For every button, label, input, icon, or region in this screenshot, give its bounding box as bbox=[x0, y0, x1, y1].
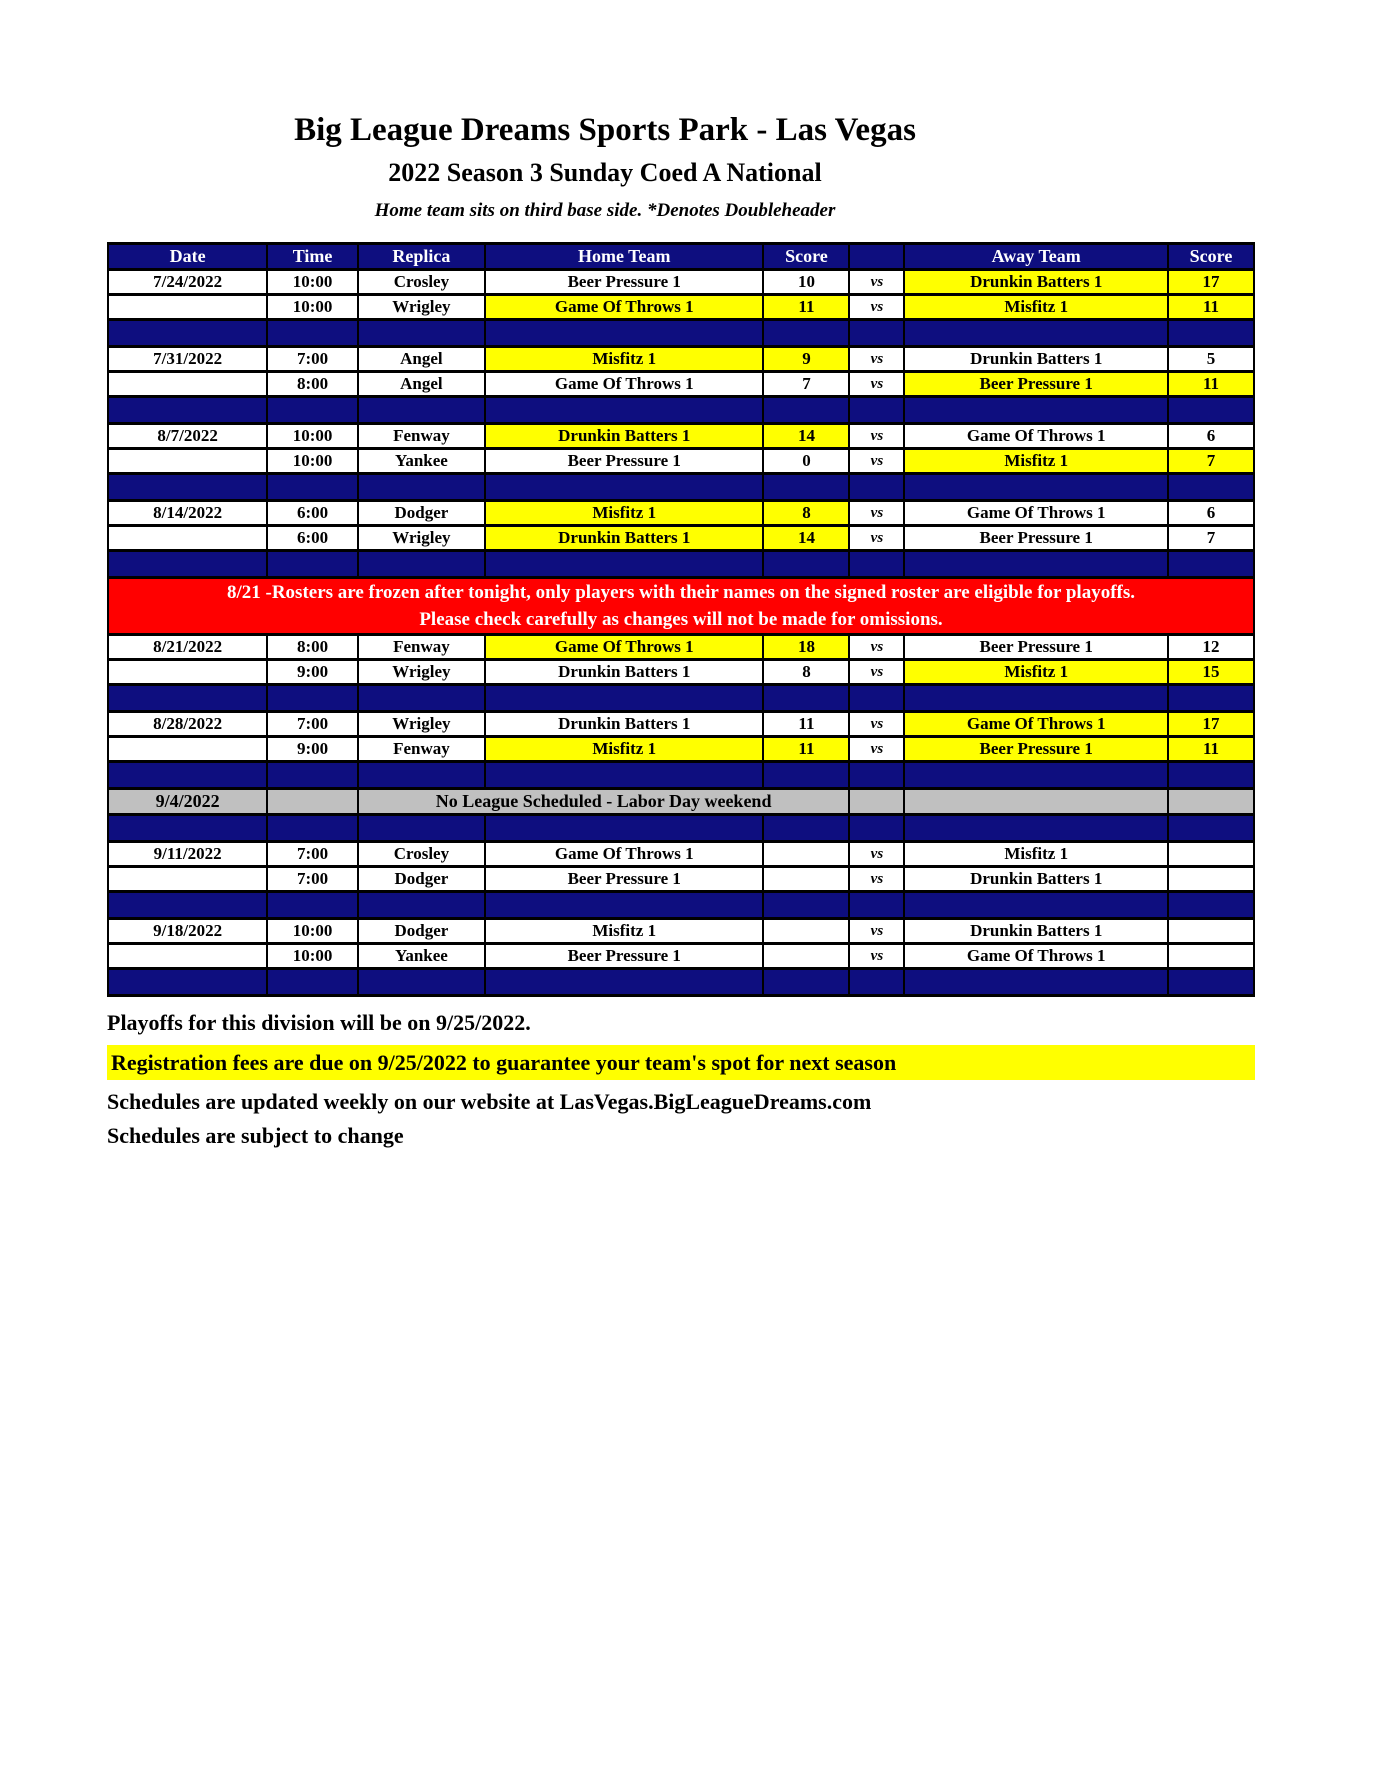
header-cell-time-1: Time bbox=[267, 244, 358, 270]
time-cell: 6:00 bbox=[267, 501, 358, 526]
time-cell: 10:00 bbox=[267, 449, 358, 474]
separator-cell bbox=[108, 320, 267, 347]
separator-cell bbox=[1168, 969, 1254, 996]
separator-row bbox=[108, 892, 1254, 919]
away-score-cell: 11 bbox=[1168, 737, 1254, 762]
game-row bbox=[108, 867, 1254, 892]
registration-note: Registration fees are due on 9/25/2022 to guarantee your team's spot for next season bbox=[107, 1045, 1255, 1081]
replica-cell: Crosley bbox=[358, 842, 485, 867]
replica-cell: Wrigley bbox=[358, 526, 485, 551]
game-row bbox=[108, 424, 1254, 449]
home-team-cell: Game Of Throws 1 bbox=[485, 372, 763, 397]
date-cell bbox=[108, 944, 267, 969]
separator-cell bbox=[763, 815, 849, 842]
separator-cell bbox=[1168, 551, 1254, 578]
date-cell: 7/24/2022 bbox=[108, 270, 267, 295]
game-row bbox=[108, 919, 1254, 944]
vs-label: vs bbox=[849, 424, 904, 449]
vs-label: vs bbox=[849, 347, 904, 372]
home-team-note: Home team sits on third base side. *Denotes Doubleheader bbox=[374, 199, 836, 221]
away-score-cell: 6 bbox=[1168, 501, 1254, 526]
separator-cell bbox=[358, 762, 485, 789]
separator-cell bbox=[904, 762, 1168, 789]
separator-cell bbox=[763, 685, 849, 712]
replica-cell: Fenway bbox=[358, 737, 485, 762]
home-score-cell: 8 bbox=[763, 501, 849, 526]
away-score-cell: 17 bbox=[1168, 712, 1254, 737]
vs-label: vs bbox=[849, 867, 904, 892]
time-cell: 9:00 bbox=[267, 660, 358, 685]
vs-label: vs bbox=[849, 919, 904, 944]
vs-label: vs bbox=[849, 660, 904, 685]
time-cell: 8:00 bbox=[267, 635, 358, 660]
away-team-cell: Game Of Throws 1 bbox=[904, 712, 1168, 737]
away-score-cell: 11 bbox=[1168, 372, 1254, 397]
roster-notice-row bbox=[108, 606, 1254, 635]
separator-row bbox=[108, 474, 1254, 501]
separator-cell bbox=[763, 762, 849, 789]
separator-cell bbox=[358, 474, 485, 501]
separator-row bbox=[108, 685, 1254, 712]
away-team-cell: Drunkin Batters 1 bbox=[904, 270, 1168, 295]
game-row bbox=[108, 372, 1254, 397]
separator-cell bbox=[267, 551, 358, 578]
home-team-cell: Beer Pressure 1 bbox=[485, 270, 763, 295]
page-subtitle: 2022 Season 3 Sunday Coed A National bbox=[388, 157, 822, 187]
date-cell: 7/31/2022 bbox=[108, 347, 267, 372]
separator-cell bbox=[267, 762, 358, 789]
game-row bbox=[108, 842, 1254, 867]
header-cell-home-team-3: Home Team bbox=[485, 244, 763, 270]
home-team-cell: Game Of Throws 1 bbox=[485, 295, 763, 320]
date-cell bbox=[108, 295, 267, 320]
separator-row bbox=[108, 815, 1254, 842]
home-score-cell: 11 bbox=[763, 737, 849, 762]
time-cell: 8:00 bbox=[267, 372, 358, 397]
header-cell-vs bbox=[849, 244, 904, 270]
separator-cell bbox=[904, 551, 1168, 578]
away-team-cell: Game Of Throws 1 bbox=[904, 501, 1168, 526]
separator-cell bbox=[358, 685, 485, 712]
no-league-row bbox=[108, 789, 1254, 815]
time-cell: 10:00 bbox=[267, 295, 358, 320]
vs-label: vs bbox=[849, 372, 904, 397]
separator-cell bbox=[485, 969, 763, 996]
home-score-cell: 10 bbox=[763, 270, 849, 295]
separator-cell bbox=[267, 320, 358, 347]
date-cell: 8/28/2022 bbox=[108, 712, 267, 737]
separator-cell bbox=[904, 892, 1168, 919]
roster-notice-row bbox=[108, 578, 1254, 607]
time-cell bbox=[267, 789, 358, 815]
separator-cell bbox=[904, 685, 1168, 712]
replica-cell: Dodger bbox=[358, 919, 485, 944]
home-team-cell: Drunkin Batters 1 bbox=[485, 526, 763, 551]
separator-cell bbox=[763, 474, 849, 501]
away-score-cell: 6 bbox=[1168, 424, 1254, 449]
away-score-cell: 7 bbox=[1168, 526, 1254, 551]
time-cell: 10:00 bbox=[267, 270, 358, 295]
separator-cell bbox=[1168, 815, 1254, 842]
separator-cell bbox=[1168, 892, 1254, 919]
replica-cell: Angel bbox=[358, 347, 485, 372]
separator-cell bbox=[485, 815, 763, 842]
away-score-cell: 17 bbox=[1168, 270, 1254, 295]
away-team-cell: Beer Pressure 1 bbox=[904, 737, 1168, 762]
separator-cell bbox=[849, 551, 904, 578]
away-score-cell bbox=[1168, 867, 1254, 892]
home-score-cell bbox=[763, 944, 849, 969]
separator-cell bbox=[485, 474, 763, 501]
separator-cell bbox=[485, 762, 763, 789]
separator-cell bbox=[849, 815, 904, 842]
home-score-cell: 8 bbox=[763, 660, 849, 685]
game-row bbox=[108, 526, 1254, 551]
header-cell-away-team-6: Away Team bbox=[904, 244, 1168, 270]
game-row bbox=[108, 501, 1254, 526]
separator-cell bbox=[485, 397, 763, 424]
vs-label: vs bbox=[849, 712, 904, 737]
home-team-cell: Misfitz 1 bbox=[485, 919, 763, 944]
home-score-cell: 14 bbox=[763, 526, 849, 551]
separator-cell bbox=[904, 474, 1168, 501]
home-score-cell bbox=[763, 919, 849, 944]
separator-cell bbox=[1168, 685, 1254, 712]
vs-cell bbox=[849, 789, 904, 815]
separator-cell bbox=[1168, 397, 1254, 424]
away-team-cell: Game Of Throws 1 bbox=[904, 944, 1168, 969]
separator-cell bbox=[904, 815, 1168, 842]
replica-cell: Dodger bbox=[358, 501, 485, 526]
game-row bbox=[108, 270, 1254, 295]
away-score-cell: 12 bbox=[1168, 635, 1254, 660]
separator-cell bbox=[849, 969, 904, 996]
home-team-cell: Game Of Throws 1 bbox=[485, 842, 763, 867]
home-team-cell: Misfitz 1 bbox=[485, 737, 763, 762]
time-cell: 7:00 bbox=[267, 347, 358, 372]
away-team-cell: Beer Pressure 1 bbox=[904, 635, 1168, 660]
separator-cell bbox=[267, 685, 358, 712]
vs-label: vs bbox=[849, 449, 904, 474]
date-cell bbox=[108, 526, 267, 551]
separator-cell bbox=[904, 969, 1168, 996]
game-row bbox=[108, 737, 1254, 762]
replica-cell: Wrigley bbox=[358, 295, 485, 320]
vs-label: vs bbox=[849, 944, 904, 969]
home-team-cell: Drunkin Batters 1 bbox=[485, 424, 763, 449]
separator-row bbox=[108, 762, 1254, 789]
replica-cell: Wrigley bbox=[358, 712, 485, 737]
separator-cell bbox=[1168, 474, 1254, 501]
home-score-cell bbox=[763, 842, 849, 867]
game-row bbox=[108, 944, 1254, 969]
separator-cell bbox=[108, 685, 267, 712]
subject-to-change-note: Schedules are subject to change bbox=[107, 1122, 404, 1148]
away-team-cell: Drunkin Batters 1 bbox=[904, 919, 1168, 944]
away-team-cell: Misfitz 1 bbox=[904, 449, 1168, 474]
separator-cell bbox=[358, 551, 485, 578]
replica-cell: Angel bbox=[358, 372, 485, 397]
vs-label: vs bbox=[849, 270, 904, 295]
away-score-cell bbox=[1168, 789, 1254, 815]
separator-cell bbox=[849, 320, 904, 347]
date-cell bbox=[108, 449, 267, 474]
separator-cell bbox=[485, 685, 763, 712]
home-team-cell: Beer Pressure 1 bbox=[485, 867, 763, 892]
replica-cell: Yankee bbox=[358, 944, 485, 969]
time-cell: 7:00 bbox=[267, 842, 358, 867]
separator-cell bbox=[358, 892, 485, 919]
time-cell: 6:00 bbox=[267, 526, 358, 551]
header-cell-score-7: Score bbox=[1168, 244, 1254, 270]
roster-notice-text: 8/21 -Rosters are frozen after tonight, only players with their names on the signed roster are eligible for playoffs. bbox=[108, 578, 1254, 607]
date-cell: 8/21/2022 bbox=[108, 635, 267, 660]
separator-cell bbox=[1168, 320, 1254, 347]
separator-cell bbox=[358, 815, 485, 842]
away-score-cell bbox=[1168, 842, 1254, 867]
date-cell bbox=[108, 867, 267, 892]
separator-cell bbox=[358, 969, 485, 996]
away-team-cell: Game Of Throws 1 bbox=[904, 424, 1168, 449]
title-block bbox=[100, 0, 1110, 224]
game-row bbox=[108, 712, 1254, 737]
separator-cell bbox=[108, 474, 267, 501]
home-team-cell: Drunkin Batters 1 bbox=[485, 712, 763, 737]
vs-label: vs bbox=[849, 842, 904, 867]
footer-block bbox=[107, 1009, 1377, 1149]
replica-cell: Fenway bbox=[358, 424, 485, 449]
separator-cell bbox=[358, 397, 485, 424]
date-cell: 9/18/2022 bbox=[108, 919, 267, 944]
separator-row bbox=[108, 397, 1254, 424]
home-score-cell: 14 bbox=[763, 424, 849, 449]
home-score-cell: 0 bbox=[763, 449, 849, 474]
separator-row bbox=[108, 969, 1254, 996]
home-score-cell: 9 bbox=[763, 347, 849, 372]
home-score-cell: 7 bbox=[763, 372, 849, 397]
separator-cell bbox=[267, 892, 358, 919]
separator-cell bbox=[763, 320, 849, 347]
away-team-cell: Beer Pressure 1 bbox=[904, 372, 1168, 397]
separator-cell bbox=[485, 551, 763, 578]
away-score-cell bbox=[1168, 944, 1254, 969]
date-cell: 9/4/2022 bbox=[108, 789, 267, 815]
replica-cell: Dodger bbox=[358, 867, 485, 892]
page-title: Big League Dreams Sports Park - Las Vegas bbox=[294, 112, 916, 148]
separator-cell bbox=[763, 969, 849, 996]
separator-row bbox=[108, 551, 1254, 578]
separator-cell bbox=[849, 685, 904, 712]
vs-label: vs bbox=[849, 635, 904, 660]
vs-label: vs bbox=[849, 526, 904, 551]
separator-cell bbox=[904, 320, 1168, 347]
header-cell-replica-2: Replica bbox=[358, 244, 485, 270]
game-row bbox=[108, 449, 1254, 474]
separator-cell bbox=[849, 762, 904, 789]
away-team-cell bbox=[904, 789, 1168, 815]
time-cell: 7:00 bbox=[267, 712, 358, 737]
separator-cell bbox=[108, 397, 267, 424]
separator-cell bbox=[267, 815, 358, 842]
home-score-cell: 18 bbox=[763, 635, 849, 660]
separator-cell bbox=[267, 397, 358, 424]
separator-cell bbox=[108, 762, 267, 789]
away-score-cell: 5 bbox=[1168, 347, 1254, 372]
date-cell bbox=[108, 372, 267, 397]
website-note: Schedules are updated weekly on our website at LasVegas.BigLeagueDreams.com bbox=[107, 1089, 872, 1115]
separator-row bbox=[108, 320, 1254, 347]
header-cell-score-4: Score bbox=[763, 244, 849, 270]
replica-cell: Crosley bbox=[358, 270, 485, 295]
away-score-cell: 11 bbox=[1168, 295, 1254, 320]
home-team-cell: Misfitz 1 bbox=[485, 501, 763, 526]
playoffs-note: Playoffs for this division will be on 9/25/2022. bbox=[107, 1010, 531, 1036]
separator-cell bbox=[108, 815, 267, 842]
separator-cell bbox=[267, 474, 358, 501]
separator-cell bbox=[849, 397, 904, 424]
away-team-cell: Misfitz 1 bbox=[904, 842, 1168, 867]
separator-cell bbox=[763, 551, 849, 578]
away-score-cell: 15 bbox=[1168, 660, 1254, 685]
home-team-cell: Game Of Throws 1 bbox=[485, 635, 763, 660]
roster-notice-text: Please check carefully as changes will not be made for omissions. bbox=[108, 606, 1254, 635]
home-team-cell: Drunkin Batters 1 bbox=[485, 660, 763, 685]
separator-cell bbox=[763, 892, 849, 919]
away-team-cell: Misfitz 1 bbox=[904, 295, 1168, 320]
game-row bbox=[108, 347, 1254, 372]
schedule-table bbox=[107, 242, 1255, 997]
separator-cell bbox=[485, 892, 763, 919]
home-team-cell: Beer Pressure 1 bbox=[485, 944, 763, 969]
separator-cell bbox=[267, 969, 358, 996]
time-cell: 10:00 bbox=[267, 424, 358, 449]
separator-cell bbox=[904, 397, 1168, 424]
separator-cell bbox=[485, 320, 763, 347]
home-score-cell: 11 bbox=[763, 712, 849, 737]
separator-cell bbox=[849, 474, 904, 501]
time-cell: 10:00 bbox=[267, 944, 358, 969]
date-cell: 9/11/2022 bbox=[108, 842, 267, 867]
separator-cell bbox=[1168, 762, 1254, 789]
separator-cell bbox=[108, 892, 267, 919]
header-cell-date-0: Date bbox=[108, 244, 267, 270]
replica-cell: Yankee bbox=[358, 449, 485, 474]
game-row bbox=[108, 660, 1254, 685]
time-cell: 7:00 bbox=[267, 867, 358, 892]
no-league-text: No League Scheduled - Labor Day weekend bbox=[358, 789, 850, 815]
separator-cell bbox=[108, 969, 267, 996]
date-cell: 8/7/2022 bbox=[108, 424, 267, 449]
home-team-cell: Beer Pressure 1 bbox=[485, 449, 763, 474]
table-header-row bbox=[108, 244, 1254, 270]
time-cell: 9:00 bbox=[267, 737, 358, 762]
separator-cell bbox=[358, 320, 485, 347]
vs-label: vs bbox=[849, 295, 904, 320]
date-cell: 8/14/2022 bbox=[108, 501, 267, 526]
home-score-cell: 11 bbox=[763, 295, 849, 320]
date-cell bbox=[108, 660, 267, 685]
date-cell bbox=[108, 737, 267, 762]
away-score-cell bbox=[1168, 919, 1254, 944]
away-team-cell: Drunkin Batters 1 bbox=[904, 347, 1168, 372]
home-score-cell bbox=[763, 867, 849, 892]
time-cell: 10:00 bbox=[267, 919, 358, 944]
game-row bbox=[108, 295, 1254, 320]
replica-cell: Fenway bbox=[358, 635, 485, 660]
separator-cell bbox=[849, 892, 904, 919]
vs-label: vs bbox=[849, 501, 904, 526]
home-team-cell: Misfitz 1 bbox=[485, 347, 763, 372]
replica-cell: Wrigley bbox=[358, 660, 485, 685]
vs-label: vs bbox=[849, 737, 904, 762]
away-score-cell: 7 bbox=[1168, 449, 1254, 474]
away-team-cell: Beer Pressure 1 bbox=[904, 526, 1168, 551]
separator-cell bbox=[108, 551, 267, 578]
game-row bbox=[108, 635, 1254, 660]
away-team-cell: Drunkin Batters 1 bbox=[904, 867, 1168, 892]
separator-cell bbox=[763, 397, 849, 424]
away-team-cell: Misfitz 1 bbox=[904, 660, 1168, 685]
